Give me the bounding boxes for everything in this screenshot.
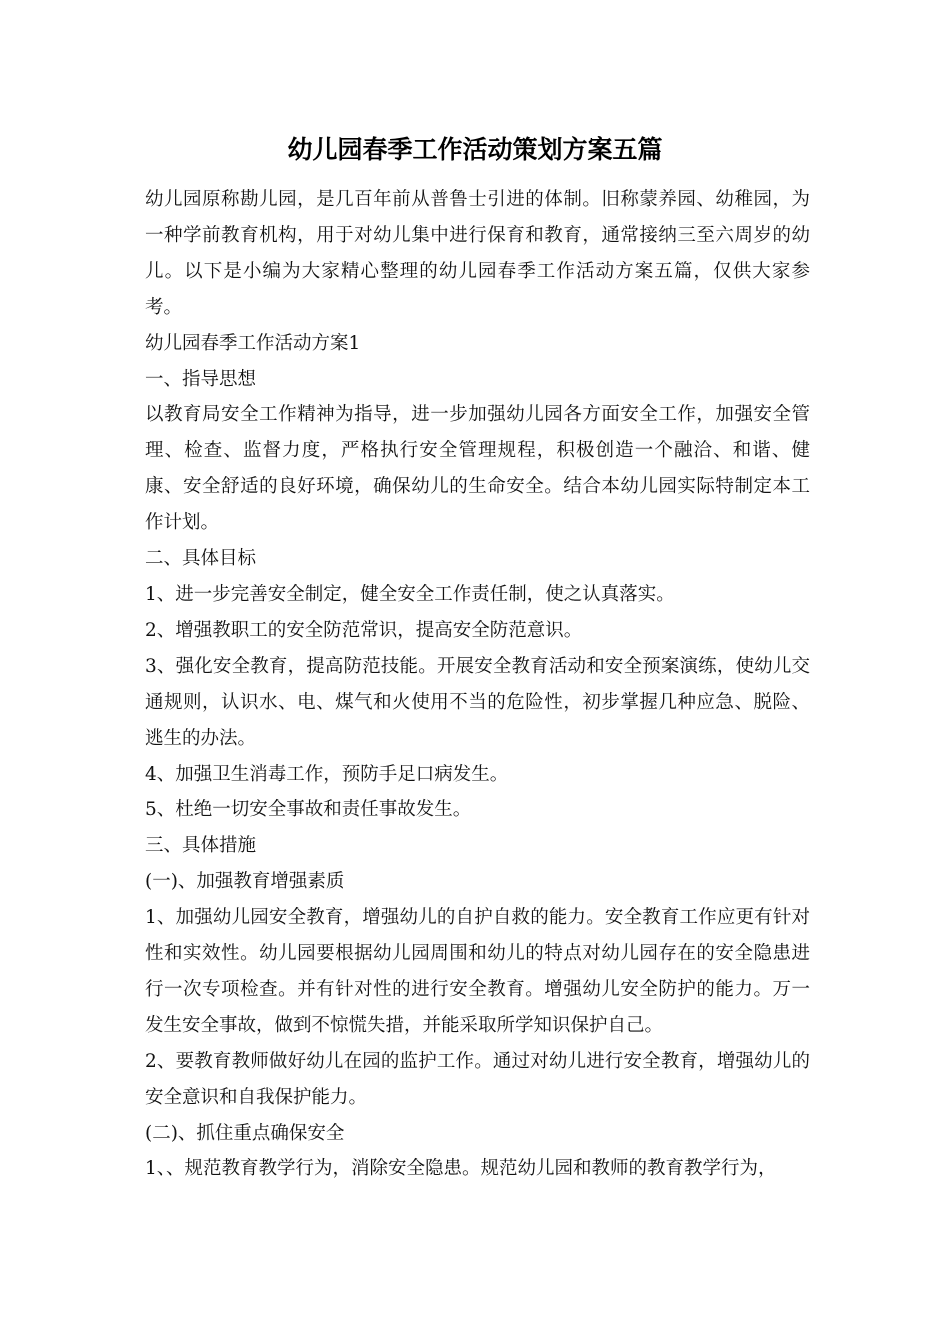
- document-title: 幼儿园春季工作活动策划方案五篇: [287, 135, 663, 164]
- intro-paragraph: 幼儿园原称勘儿园，是几百年前从普鲁士引进的体制。旧称蒙养园、幼稚园，为一种学前教育机构，用于对幼儿集中进行保育和教育，通常接纳三至六周岁的幼儿。以下是小编为大家精心整理的幼儿园春季工作活动方案五篇，仅供大家参考。: [145, 189, 810, 318]
- goal-item-4: 4、加强卫生消毒工作，预防手足口病发生。: [145, 763, 509, 785]
- goal-item-3: 3、强化安全教育，提高防范技能。开展安全教育活动和安全预案演练，使幼儿交通规则，认识水、电、煤气和火使用不当的危险性，初步掌握几种应急、脱险、逃生的办法。: [145, 655, 810, 749]
- goal-item-1: 1、进一步完善安全制定，健全安全工作责任制，使之认真落实。: [145, 583, 675, 605]
- measure-item-1: 1、加强幼儿园安全教育，增强幼儿的自护自救的能力。安全教育工作应更有针对性和实效性。幼儿园要根据幼儿园周围和幼儿的特点对幼儿园存在的安全隐患进行一次专项检查。并有针对性的进行安全教育。增强幼儿安全防护的能力。万一发生安全事故，做到不惊慌失措，并能采取所学知识保护自己。: [145, 907, 810, 1036]
- measure-item-2: 2、要教育教师做好幼儿在园的监护工作。通过对幼儿进行安全教育，增强幼儿的安全意识和自我保护能力。: [145, 1050, 810, 1108]
- document-body: [145, 182, 810, 1187]
- subheading-education: (一)、加强教育增强素质: [145, 871, 345, 893]
- subheading-key-points: (二)、抓住重点确保安全: [145, 1122, 345, 1144]
- heading-guiding-thought: 一、指导思想: [145, 368, 257, 390]
- paragraph-guiding-thought: 以教育局安全工作精神为指导，进一步加强幼儿园各方面安全工作，加强安全管理、检查、监督力度，严格执行安全管理规程，积极创造一个融洽、和谐、健康、安全舒适的良好环境，确保幼儿的生命安全。结合本幼儿园实际特制定本工作计划。: [145, 404, 810, 534]
- heading-specific-goals: 二、具体目标: [145, 548, 257, 570]
- key-point-item-1: 1、、规范教育教学行为，消除安全隐患。规范幼儿园和教师的教育教学行为，: [145, 1158, 777, 1180]
- section-heading-plan-1: 幼儿园春季工作活动方案1: [145, 332, 361, 354]
- heading-specific-measures: 三、具体措施: [145, 835, 257, 857]
- goal-item-5: 5、杜绝一切安全事故和责任事故发生。: [145, 799, 472, 821]
- goal-item-2: 2、增强教职工的安全防范常识，提高安全防范意识。: [145, 619, 583, 641]
